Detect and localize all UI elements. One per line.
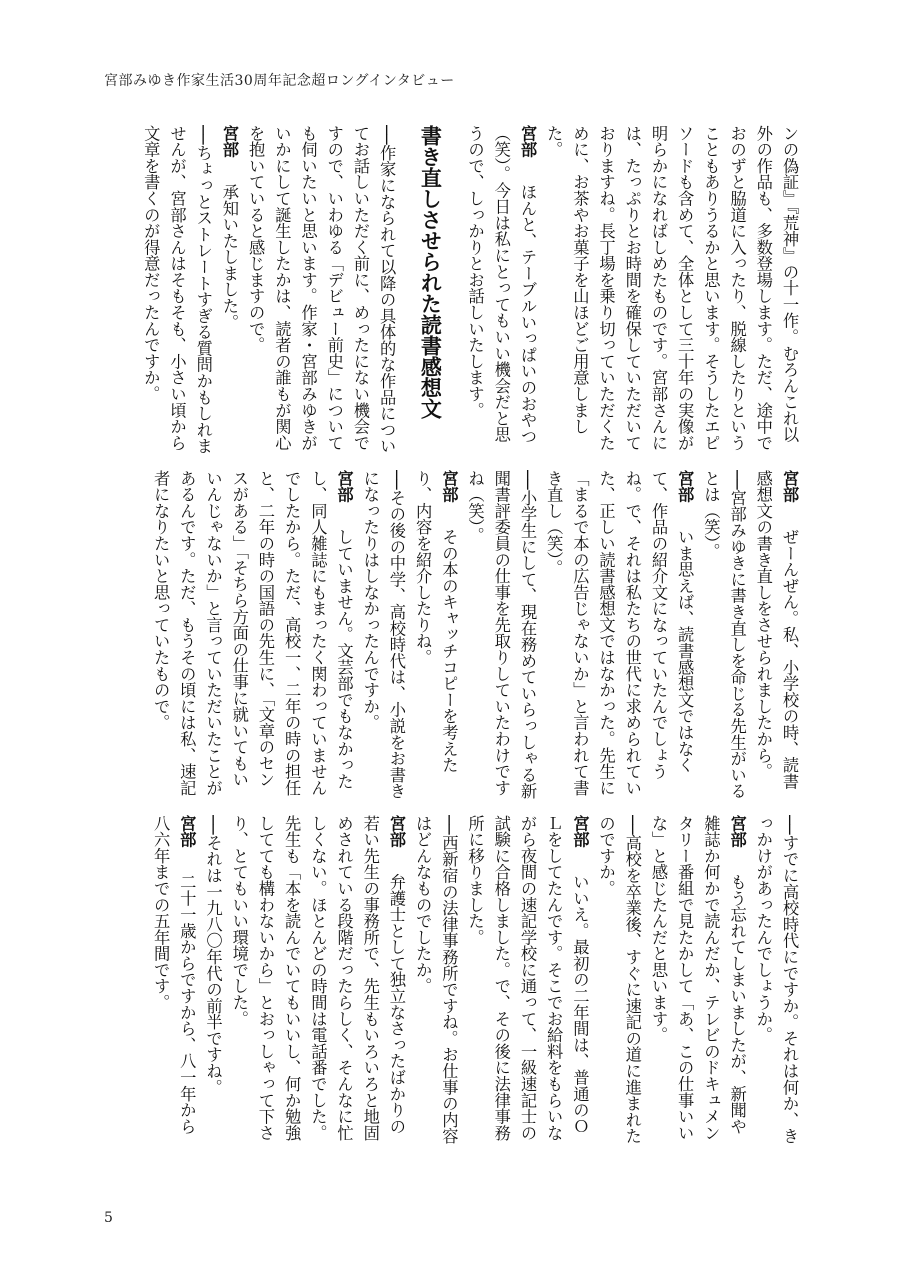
paragraph	[461, 125, 540, 455]
paragraph: ──ちょっとストレートすぎる質問かもしれませんが、宮部さんはそもそも、小さい頃から文章を書くのが得意だったんですか。	[141, 125, 213, 455]
speaker-label: 宮部	[517, 125, 537, 158]
speaker-label: 宮部	[727, 815, 747, 848]
paragraph: ──高校を卒業後、すぐに速記の道に進まれたのですか。	[596, 815, 642, 1145]
speaker-label: 宮部	[439, 470, 459, 503]
text-tier-2	[97, 470, 802, 800]
paragraph-text: していません。文芸部でもなかったし、同人雑誌にもまったく関わっていませんでしたから。ただ、高校一、二年の時の担任と、二年の時の国語の先生に、「文章のセンスがある」「そちら方面の仕事に就いてもいいんじゃないか」と言っていただいたことがあるんです。ただ、もうその頃には私、速記者になりたいと思っていたもので。	[151, 470, 354, 796]
paragraph-text: 弁護士として独立なさったばかりの若い先生の事務所で、先生もいろいろと地固めされている段階だったらしく、そんなに忙しくない。ほとんどの時間は電話番でした。先生も「本を読んでいてもいいし、何か勉強してても構わないから」とおっしゃって下さり、とてもいい環境でした。	[229, 815, 406, 1141]
speaker-label: 宮部	[334, 470, 354, 503]
paragraph	[540, 470, 697, 800]
paragraph-text: ほんと、テーブルいっぱいのおやつ（笑）。今日は私にとってもいい機会だと思うので、しっかりとお話しいたします。	[465, 125, 537, 445]
speaker-label: 宮部	[386, 815, 406, 848]
paragraph-text: 二十一歳からですから、八一年から八六年までの五年間です。	[151, 815, 197, 1135]
paragraph: ──宮部みゆきに書き直しを命じる先生がいるとは（笑）。	[701, 470, 747, 800]
paragraph: ──作家になられて以降の具体的な作品についてお話しいただく前に、めったにない機会ですので、いわゆる「デビュー前史」についても伺いたいと思います。作家・宮部みゆきがいかにして誕生したかは、読者の誰もが関心を抱いていると感じますので。	[246, 125, 397, 455]
speaker-label: 宮部	[780, 470, 799, 503]
paragraph: ──その後の中学、高校時代は、小説をお書きになったりはしなかったんですか。	[360, 470, 406, 800]
paragraph	[226, 815, 409, 1150]
speaker-label: 宮部	[570, 815, 590, 848]
paragraph-text: その本のキャッチコピーを考えたり、内容を紹介したりね。	[413, 470, 459, 774]
running-header: 宮部みゆき作家生活30周年記念超ロングインタビュー	[104, 73, 455, 89]
paragraph: ──小学生にして、現在務めていらっしゃる新聞書評委員の仕事を先取りしていたわけですね（笑）。	[465, 470, 537, 800]
paragraph	[461, 815, 592, 1150]
paragraph-text: ぜーんぜん。私、小学校の時、読書感想文の書き直しをさせられましたから。	[753, 470, 799, 790]
paragraph-text: いいえ。最初の二年間は、普通のＯＬをしてたんです。そこでお給料をもらいながら夜間の速記学校に通って、一級速記士の試験に合格しました。で、その後に法律事務所に移りました。	[465, 815, 590, 1141]
paragraph-text: 承知いたしました。	[219, 183, 239, 331]
paragraph: ──それは一九八〇年代の前半ですね。	[203, 815, 223, 1096]
paragraph	[147, 470, 357, 800]
paragraph	[216, 125, 242, 455]
text-tier-1	[97, 125, 802, 455]
paragraph: ンの偽証』『荒神』の十一作。むろんこれ以外の作品も、多数登場します。ただ、途中でおのずと脇道に入ったり、脱線したりということもありうるかと思います。そうしたエピソードも含めて、全体として三十年の実像が明らかになればしめたものです。宮部さんには、たっぷりとお時間を確保していただいておりますね。長丁場を乗り切っていただくために、お茶やお菓子を山ほどご用意しました。	[544, 125, 799, 451]
paragraph	[409, 470, 461, 800]
paragraph-text: もう忘れてしまいましたが、新聞や雑誌か何かで読んだか、テレビのドキュメンタリー番組で見たかして「あ、この仕事いいな」と感じたんだと思います。	[648, 815, 747, 1141]
section-heading: 書き直しさせられた読書感想文	[418, 125, 443, 419]
speaker-label: 宮部	[675, 470, 695, 503]
speaker-label: 宮部	[177, 815, 197, 848]
paragraph	[645, 815, 750, 1150]
paragraph-text: いま思えば、読書感想文ではなくて、作品の紹介文になっていたんでしょうね。で、それは私たちの世代に求められていた、正しい読書感想文ではなかった。先生に「まるで本の広告じゃないか」と言われて書き直し（笑）。	[544, 470, 695, 796]
paragraph	[147, 815, 199, 1150]
paragraph	[750, 470, 802, 800]
paragraph: ──西新宿の法律事務所ですね。お仕事の内容はどんなものでしたか。	[413, 815, 459, 1145]
page-number: 5	[104, 1210, 113, 1226]
paragraph: ──すでに高校時代にですか。それは何か、きっかけがあったんでしょうか。	[753, 815, 799, 1145]
text-tier-3	[97, 815, 802, 1150]
speaker-label: 宮部	[219, 125, 239, 158]
